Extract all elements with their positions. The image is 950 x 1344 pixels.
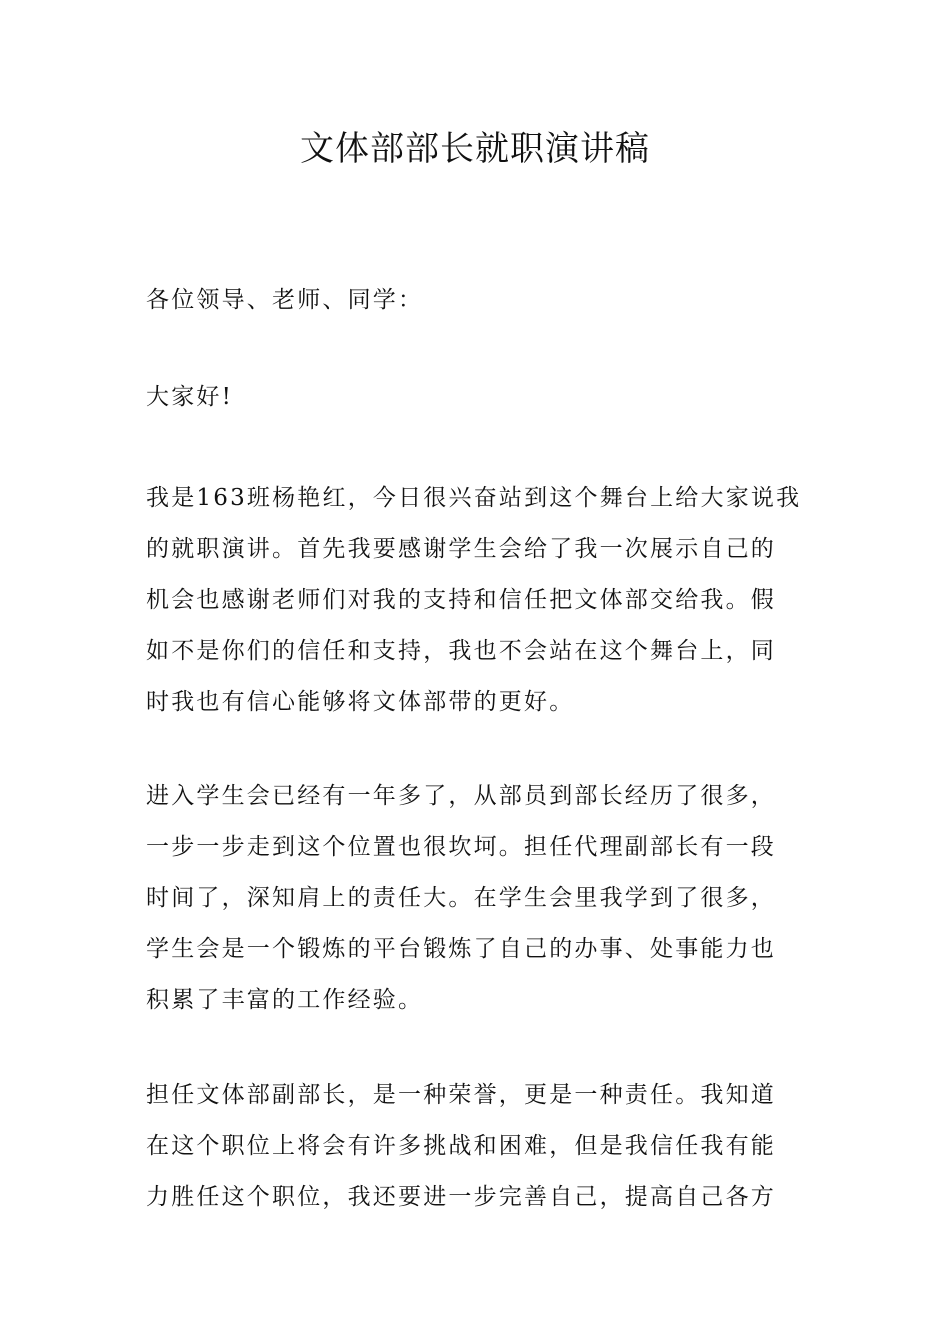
experience-paragraph: 进入学生会已经有一年多了，从部员到部长经历了很多， 一步一步走到这个位置也很坎坷。担任代理副部长有一段 时间了，深知肩上的责任大。在学生会里我学到了很多， 学生会是一个锻炼的平台锻炼了自己的办事、处事能力也 积累了丰富的工作经验。 (146, 783, 776, 1013)
salutation-paragraph: 各位领导、老师、同学： (146, 287, 424, 313)
document-title: 文体部部长就职演讲稿 (300, 129, 650, 169)
greeting-paragraph: 大家好! (146, 384, 234, 410)
intro-paragraph: 我是163班杨艳红，今日很兴奋站到这个舞台上给大家说我 的就职演讲。首先我要感谢学生会给了我一次展示自己的 机会也感谢老师们对我的支持和信任把文体部交给我。假 如不是你们的信任和支持，我也不会站在这个舞台上，同 时我也有信心能够将文体部带的更好。 (146, 485, 802, 715)
responsibility-paragraph: 担任文体部副部长，是一种荣誉，更是一种责任。我知道 在这个职位上将会有许多挑战和困难，但是我信任我有能 力胜任这个职位，我还要进一步完善自己，提高自己各方 (146, 1082, 776, 1210)
